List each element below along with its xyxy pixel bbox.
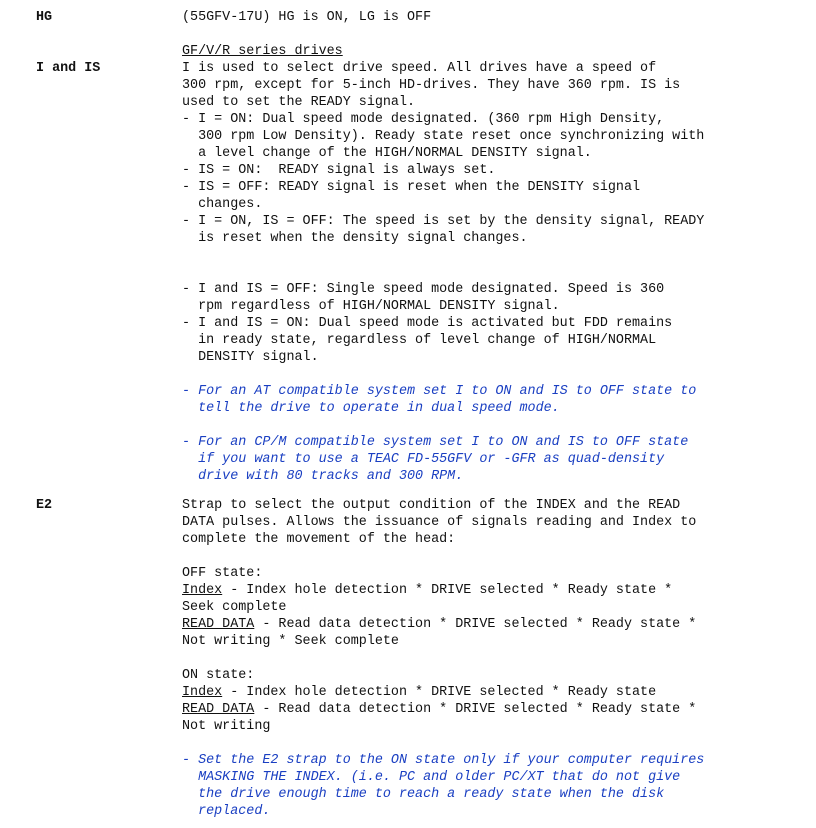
bullet-line: - I and IS = OFF: Single speed mode designated. Speed is 360 [182,282,665,297]
e2-label: E2 [36,498,53,513]
e2-section [182,497,812,820]
on-readdata-line [182,701,812,718]
at-note-line: - For an AT compatible system set I to ON and IS to OFF state to [182,384,697,399]
on-readdata-cont: Not writing [182,719,271,734]
off-index-cont: Seek complete [182,600,287,615]
read-data-term: READ DATA [182,617,255,632]
e2-intro-line: DATA pulses. Allows the issuance of signals reading and Index to [182,515,697,530]
read-data-desc: - Read data detection * DRIVE selected * Ready state * [254,617,697,632]
series-heading: GF/V/R series drives [182,44,343,59]
hg-text: (55GFV-17U) HG is ON, LG is OFF [182,10,432,25]
bullet-line: - IS = ON: READY signal is always set. [182,163,496,178]
hg-label: HG [36,10,53,25]
cpm-note-line: - For an CP/M compatible system set I to ON and IS to OFF state [182,435,689,450]
bullet-line: a level change of the HIGH/NORMAL DENSITY signal. [182,146,592,161]
off-readdata-cont: Not writing * Seek complete [182,634,399,649]
e2-note-line: MASKING THE INDEX. (i.e. PC and older PC/XT that do not give [182,770,681,785]
i-and-is-section [182,43,812,485]
intro-line: 300 rpm, except for 5-inch HD-drives. They have 360 rpm. IS is [182,78,681,93]
index-term: Index [182,583,223,598]
e2-note-line: replaced. [182,804,271,819]
bullet-line: - I = ON, IS = OFF: The speed is set by the density signal, READY [182,214,705,229]
bullet-line: - I and IS = ON: Dual speed mode is activated but FDD remains [182,316,673,331]
bullet-line: - IS = OFF: READY signal is reset when the DENSITY signal [182,180,641,195]
bullet-line: is reset when the density signal changes. [182,231,528,246]
bullet-line: - I = ON: Dual speed mode designated. (360 rpm High Density, [182,112,665,127]
intro-line: I is used to select drive speed. All drives have a speed of [182,61,657,76]
on-index-line [182,684,812,701]
index-term: Index [182,685,223,700]
bullet-line: in ready state, regardless of level change of HIGH/NORMAL [182,333,657,348]
intro-line: used to set the READY signal. [182,95,416,110]
read-data-desc: - Read data detection * DRIVE selected * Ready state * [254,702,697,717]
read-data-term: READ DATA [182,702,255,717]
i-and-is-label: I and IS [36,61,101,76]
index-desc: - Index hole detection * DRIVE selected * Ready state * [222,583,673,598]
on-state-title: ON state: [182,668,255,683]
bullet-line: 300 rpm Low Density). Ready state reset once synchronizing with [182,129,705,144]
index-desc: - Index hole detection * DRIVE selected * Ready state [222,685,657,700]
bullet-line: DENSITY signal. [182,350,319,365]
bullet-line: rpm regardless of HIGH/NORMAL DENSITY signal. [182,299,560,314]
at-note-line: tell the drive to operate in dual speed mode. [182,401,560,416]
e2-intro-line: complete the movement of the head: [182,532,456,547]
e2-note-line: - Set the E2 strap to the ON state only if your computer requires [182,753,705,768]
off-index-line [182,582,812,599]
bullet-line: changes. [182,197,263,212]
cpm-note-line: drive with 80 tracks and 300 RPM. [182,469,464,484]
hg-section [182,9,812,26]
off-state-title: OFF state: [182,566,263,581]
cpm-note-line: if you want to use a TEAC FD-55GFV or -GFR as quad-density [182,452,665,467]
e2-note-line: the drive enough time to reach a ready state when the disk [182,787,665,802]
e2-intro-line: Strap to select the output condition of the INDEX and the READ [182,498,681,513]
off-readdata-line [182,616,812,633]
